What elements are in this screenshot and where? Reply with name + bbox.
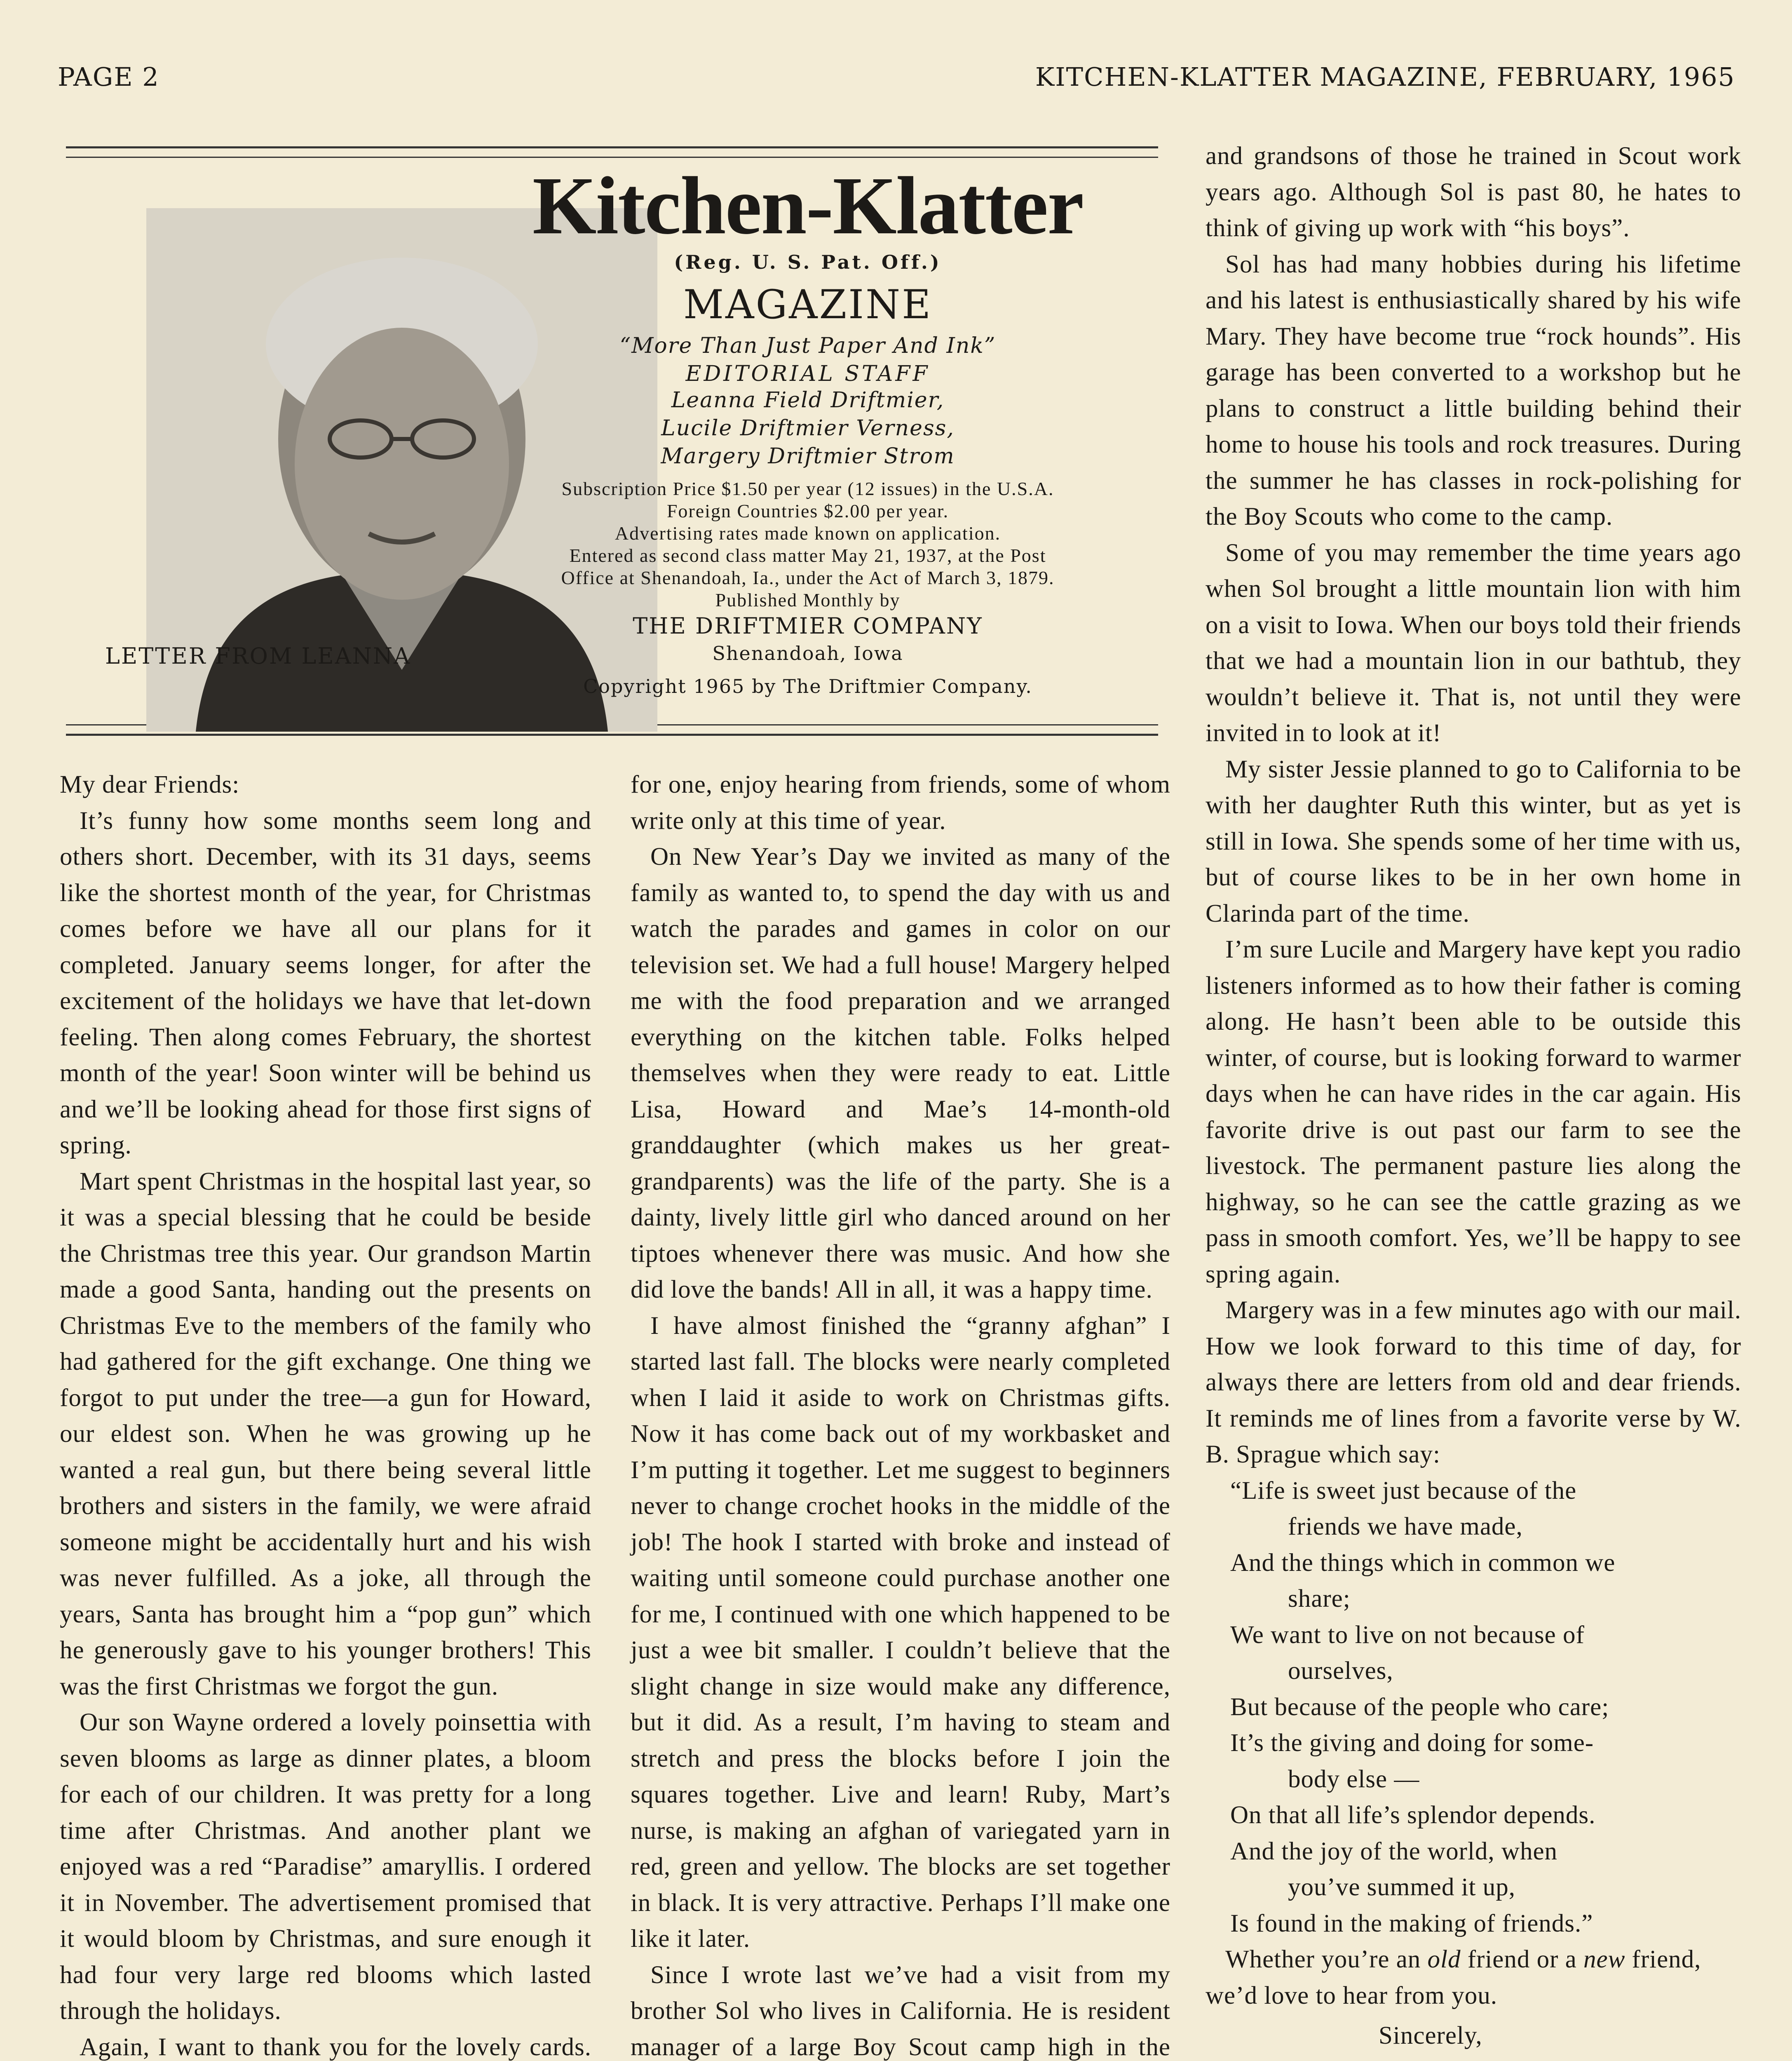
paragraph: I have almost finished the “granny afghan” I started last fall. The blocks were nearly completed when I laid it aside to work on Christmas gifts. Now it has come back out of my workbasket and I’m putting it together. Let me suggest to beginners never to change crochet hooks in the middle of the job! The hook I started with broke and instead of waiting until someone could purchase another one for me, I continued with one which happened to be just a wee bit smaller. I couldn’t believe that the slight change in size would make any difference, but it did. As a result, I’m having to steam and stretch and press the blocks before I join the squares together. Live and learn! Ruby, Mart’s nurse, is making an afghan of variegated yarn in red, green and yellow. The blocks are set together in black. It is very attractive. Perhaps I’ll make one like it later. (631, 1312, 1170, 1953)
paragraph: Our son Wayne ordered a lovely poinsettia with seven blooms as large as dinner plates, a bloom for each of our children. It was pretty for a long time after Christmas. And another plant we enjoyed was a red “Paradise” amaryllis. I ordered it in November. The advertisement promised that it would bloom by Christmas, and sure enough it had four very large red blooms which lasted through the holidays. (60, 1709, 591, 2025)
staff-list (453, 386, 1162, 470)
subscription-info (453, 478, 1162, 611)
masthead-text (453, 160, 1162, 697)
poem-line: ourselves, (1288, 1657, 1393, 1685)
subscription-line: Entered as second class matter May 21, 1937, at the Post (569, 545, 1046, 566)
poem-line: body else — (1288, 1765, 1420, 1793)
paragraph: Mart spent Christmas in the hospital last year, so it was a special blessing that he could be beside the Christmas tree this year. Our grandson Martin made a good Santa, handing out the presents on Christmas Eve to the members of the family who had gathered for the gift exchange. One thing we forgot to put under the tree—a gun for Howard, our eldest son. When he was growing up he wanted a real gun, but there being several little brothers and sisters in the family, we were afraid someone might be accidentally hurt and his wish was never fulfilled. As a joke, all through the years, Santa has brought him a “pop gun” which he generously gave to his younger brothers! This was the first Christmas we forgot the gun. (60, 1167, 591, 1700)
page-header (58, 62, 1735, 111)
subscription-line: Foreign Countries $2.00 per year. (666, 500, 949, 521)
paragraph: It’s funny how some months seem long and others short. December, with its 31 days, seems like the shortest month of the year, for Christmas comes before we have all our plans for it completed. January seems longer, for after the excitement of the holidays we have that let-down feeling. Then along comes February, the shortest month of the year! Soon winter will be behind us and we’ll be looking ahead for those first signs of spring. (60, 807, 591, 1159)
copyright-notice: Copyright 1965 by The Driftmier Company. (583, 675, 1032, 697)
closing-paragraph (1206, 1941, 1741, 2014)
paragraph: Again, I want to thank you for the lovely cards. (80, 2033, 591, 2061)
running-title: KITCHEN-KLATTER MAGAZINE, FEBRUARY, 1965 (1035, 62, 1735, 92)
motto: “More Than Just Paper And Ink” (619, 333, 996, 358)
poem-line: On that all life’s splendor depends. (1230, 1801, 1596, 1829)
closing (1206, 1941, 1741, 2054)
letter-column-1 (60, 767, 591, 2061)
paragraph: On New Year’s Day we invited as many of the family as wanted to, to spend the day with us and watch the parades and games in color on our television set. We had a full house! Margery helped me with the food preparation and we arranged everything on the kitchen table. Folks helped themselves when they were ready to eat. Little Lisa, Howard and Mae’s 14-month-old granddaughter (which makes us her great-grandparents) was the life of the party. She is a dainty, lively little girl who danced around on her tiptoes whenever there was music. And how she did love the bands! All in all, it was a happy time. (631, 843, 1170, 1303)
letter-column-2 (631, 767, 1170, 2061)
poem-lines (1206, 1473, 1741, 1942)
poem-line: share; (1288, 1585, 1351, 1613)
paragraph: Since I wrote last we’ve had a visit from my brother Sol who lives in California. He is resident manager of a large Boy Scout camp high in the (631, 1961, 1170, 2061)
poem-line: friends we have made, (1288, 1513, 1523, 1540)
paragraph: and grandsons of those he trained in Scout work years ago. Although Sol is past 80, he hates to think of giving up work with “his boys”. (1206, 142, 1741, 242)
magazine-subtitle: MAGAZINE (683, 282, 933, 328)
publisher-city: Shenandoah, Iowa (712, 642, 903, 664)
closing-text: friend or a (1461, 1946, 1584, 1973)
subscription-line: Advertising rates made known on application. (615, 523, 1001, 544)
magazine-title: Kitchen-Klatter (532, 160, 1084, 251)
salutation: My dear Friends: (60, 771, 240, 798)
paragraph: for one, enjoy hearing from friends, some of whom write only at this time of year. (631, 771, 1170, 835)
closing-text: Whether you’re an (1225, 1946, 1428, 1973)
poem-line: And the joy of the world, when (1230, 1837, 1558, 1865)
poem-line: you’ve summed it up, (1288, 1873, 1515, 1901)
poem (1206, 1473, 1741, 1942)
closing-text: friend, we’d love to hear from you. (1206, 1946, 1701, 2009)
letter-column-3 (1206, 138, 1741, 2054)
paragraph: Margery was in a few minutes ago with our mail. How we look forward to this time of day, for always there are letters from old and dear friends. It reminds me of lines from a favorite verse by W. B. Sprague which say: (1206, 1296, 1741, 1468)
page-number: PAGE 2 (58, 62, 159, 92)
closing-emphasis-old: old (1427, 1946, 1461, 1973)
staff-heading: EDITORIAL STAFF (685, 361, 930, 386)
sign-off: Sincerely, (1379, 2022, 1482, 2049)
subscription-line: Published Monthly by (715, 589, 901, 610)
subscription-line: Office at Shenandoah, Ia., under the Act of March 3, 1879. (561, 567, 1055, 588)
poem-line: But because of the people who care; (1230, 1693, 1609, 1721)
paragraph: Some of you may remember the time years ago when Sol brought a little mountain lion with him on a visit to Iowa. When our boys told their friends that we had a mountain lion in our bathtub, they wouldn’t believe it. That is, not until they were invited in to look at it! (1206, 539, 1741, 747)
paragraph: My sister Jessie planned to go to California to be with her daughter Ruth this winter, but as yet is still in Iowa. She spends some of her time with us, but of course likes to be in her own home in Clarinda part of the time. (1206, 755, 1741, 927)
closing-emphasis-new: new (1583, 1946, 1625, 1973)
staff-member: Leanna Field Driftmier, (671, 388, 945, 413)
poem-line: “Life is sweet just because of the (1230, 1477, 1577, 1505)
trademark-notice: (Reg. U. S. Pat. Off.) (674, 251, 942, 273)
poem-line: We want to live on not because of (1230, 1621, 1585, 1649)
masthead-rule-top (66, 146, 1158, 158)
staff-member: Margery Driftmier Strom (661, 444, 955, 469)
subscription-line: Subscription Price $1.50 per year (12 issues) in the U.S.A. (561, 478, 1054, 499)
poem-line: And the things which in common we (1230, 1549, 1616, 1577)
paragraph: Sol has had many hobbies during his lifetime and his latest is enthusiastically shared by his wife Mary. They have become true “rock hounds”. His garage has been converted to a workshop but he plans to construct a little building behind their home to house his tools and rock treasures. During the summer he has classes in rock-polishing for the Boy Scouts who come to the camp. (1206, 250, 1741, 531)
poem-line: It’s the giving and doing for some- (1230, 1729, 1594, 1757)
paragraph: I’m sure Lucile and Margery have kept you radio listeners informed as to how their father is coming along. He hasn’t been able to be outside this winter, of course, but is looking forward to warmer days when he can have rides in the car again. His favorite drive is out past our farm to see the livestock. The permanent pasture lies along the highway, so he can see the cattle grazing as we pass in smooth comfort. Yes, we’ll be happy to see spring again. (1206, 936, 1741, 1288)
photo-caption: LETTER FROM LEANNA (105, 643, 411, 669)
publisher-name: THE DRIFTMIER COMPANY (633, 613, 983, 639)
poem-line: Is found in the making of friends.” (1230, 1909, 1593, 1937)
staff-member: Lucile Driftmier Verness, (661, 416, 955, 441)
